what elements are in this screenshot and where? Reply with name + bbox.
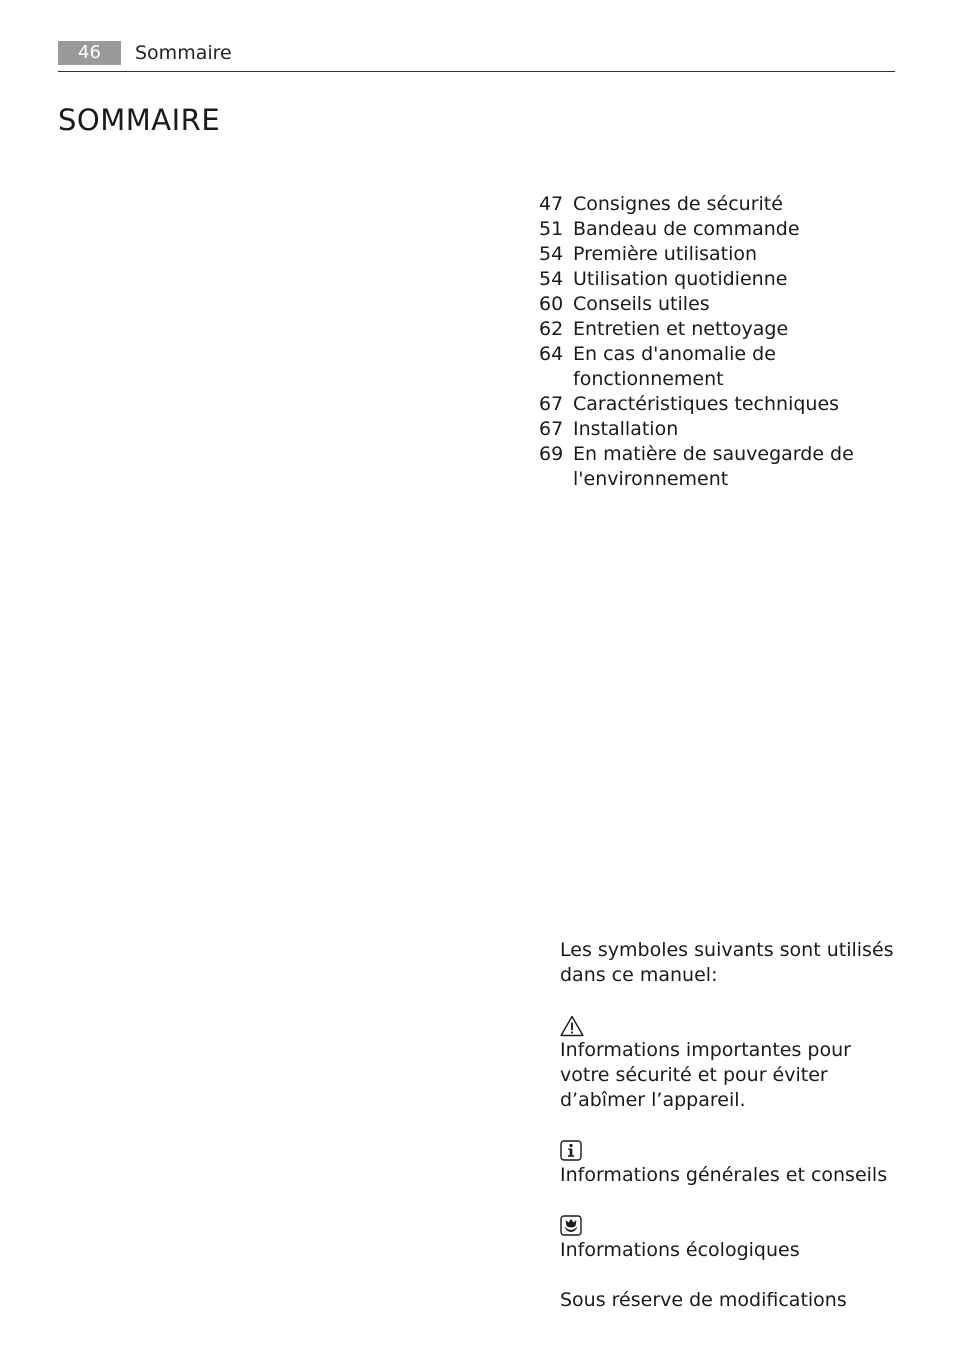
warning-icon (560, 1015, 584, 1037)
toc-page-number: 69 (539, 443, 564, 465)
toc-entry[interactable] (539, 267, 899, 292)
eco-text: Informations écologiques (560, 1239, 800, 1261)
page-number: 46 (58, 41, 121, 65)
toc-entry[interactable] (539, 292, 899, 317)
toc-entry[interactable] (539, 417, 899, 442)
toc-page-number: 54 (539, 243, 564, 265)
toc-page-number: 67 (539, 393, 564, 415)
warning-text: Informations importantes pour votre sécurité et pour éviter d’abîmer l’appareil. (560, 1039, 851, 1111)
toc-entry[interactable] (539, 442, 899, 492)
toc-entry[interactable] (539, 392, 899, 417)
toc-page-number: 64 (539, 343, 564, 365)
toc-title: Installation (573, 418, 679, 440)
toc-page-number: 62 (539, 318, 564, 340)
info-text: Informations générales et conseils (560, 1164, 888, 1186)
toc-page-number: 67 (539, 418, 564, 440)
eco-flower-icon (560, 1215, 582, 1236)
toc-title: Entretien et nettoyage (573, 318, 789, 340)
toc-title: Caractéristiques techniques (573, 393, 840, 415)
toc-page-number: 51 (539, 218, 564, 240)
toc-entry[interactable] (539, 217, 899, 242)
toc-entry[interactable] (539, 317, 899, 342)
page-title: SOMMAIRE (58, 103, 221, 137)
symbols-intro: Les symboles suivants sont utilisés dans ce manuel: (560, 939, 894, 986)
table-of-contents (539, 192, 899, 492)
toc-page-number: 60 (539, 293, 564, 315)
toc-title: Première utilisation (573, 243, 758, 265)
toc-title: Consignes de sécurité (573, 193, 783, 215)
toc-entry[interactable] (539, 342, 899, 392)
header-section-label: Sommaire (135, 42, 232, 64)
toc-title: Bandeau de commande (573, 218, 800, 240)
toc-title: Utilisation quotidienne (573, 268, 788, 290)
symbols-legend (560, 938, 900, 1313)
page-header (58, 41, 895, 72)
disclaimer-text: Sous réserve de modifications (560, 1289, 847, 1311)
info-icon (560, 1140, 582, 1161)
toc-entry[interactable] (539, 242, 899, 267)
toc-entry[interactable] (539, 192, 899, 217)
toc-title: Conseils utiles (573, 293, 710, 315)
toc-title: En cas d'anomalie de fonctionnement (573, 343, 776, 390)
toc-title: En matière de sauvegarde de l'environnement (573, 443, 854, 490)
toc-page-number: 47 (539, 193, 564, 215)
toc-page-number: 54 (539, 268, 564, 290)
